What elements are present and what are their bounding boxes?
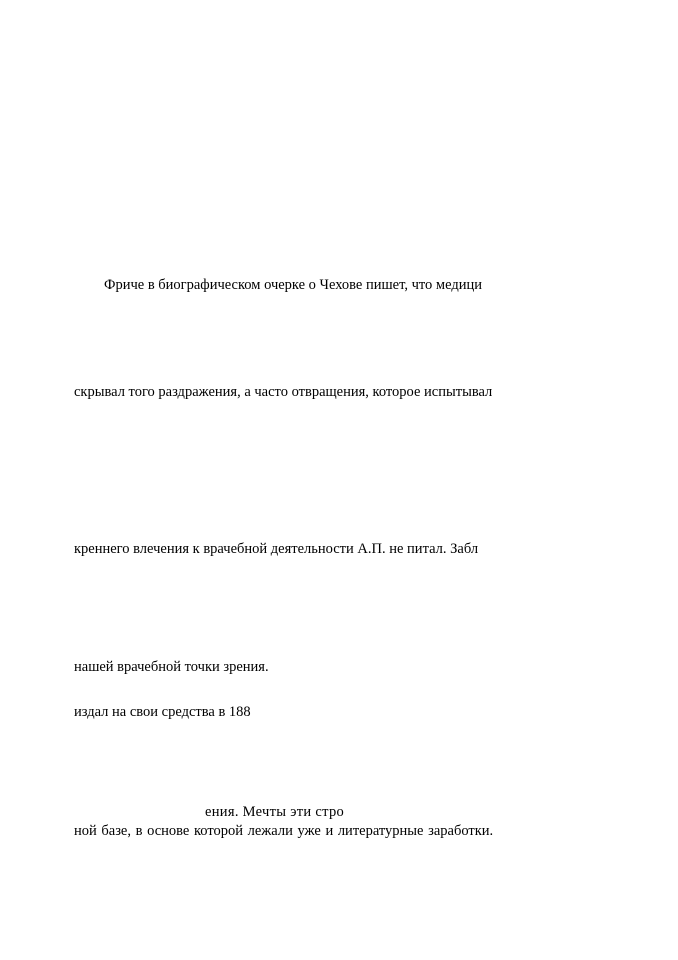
- text-line-7: ной базе, в основе которой лежали уже и литературные заработки.: [74, 823, 494, 839]
- text-line-5: издал на свои средства в 188: [74, 704, 251, 720]
- text-line-2: скрывал того раздражения, а часто отвращения, которое испытывал: [74, 384, 493, 400]
- text-line-6: ения. Мечты эти стро: [205, 804, 345, 820]
- text-line-1: Фриче в биографическом очерке о Чехове пишет, что медици: [104, 277, 482, 293]
- text-line-4: нашей врачебной точки зрения.: [74, 659, 269, 675]
- text-line-3: креннего влечения к врачебной деятельности А.П. не питал. Забл: [74, 541, 479, 557]
